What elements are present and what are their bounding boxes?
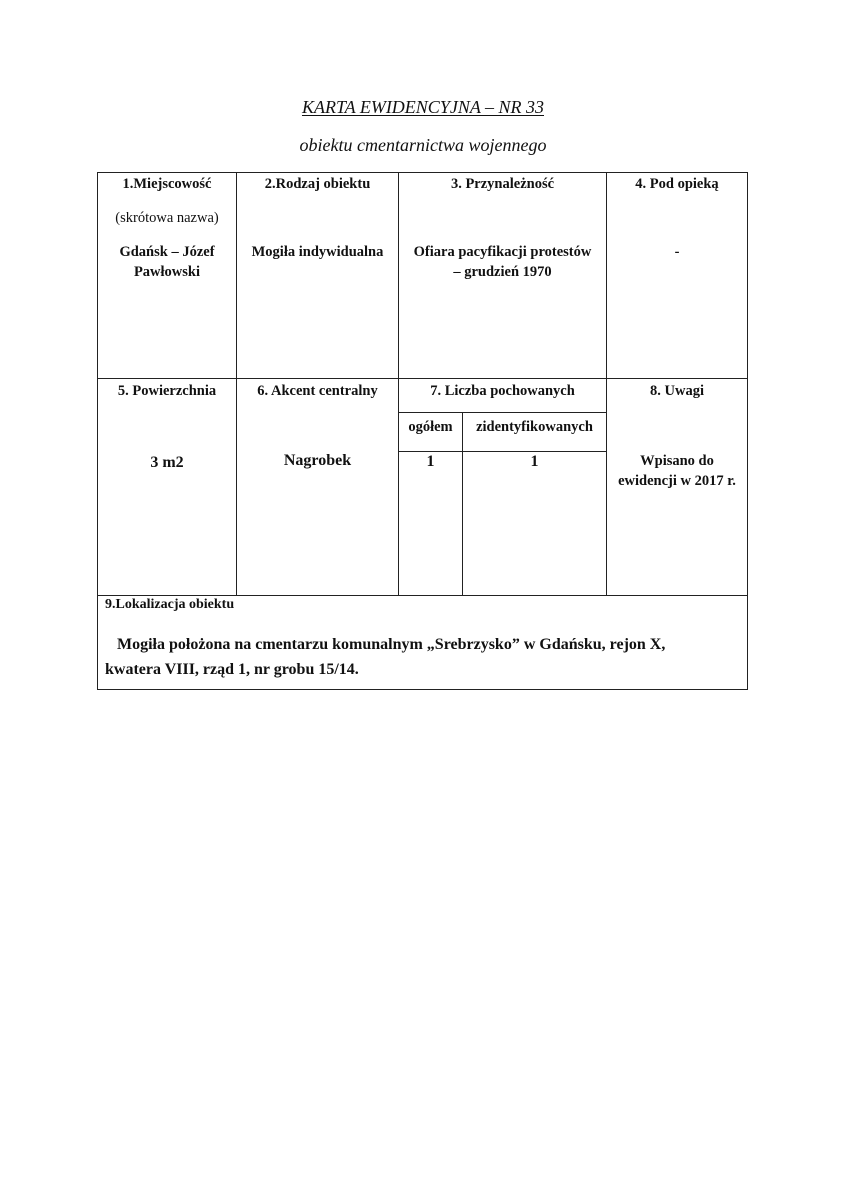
- value-rodzaj-obiektu: Mogiła indywidualna: [251, 244, 384, 260]
- value-pod-opieka: -: [674, 244, 680, 260]
- header-rodzaj-obiektu: 2.Rodzaj obiektu: [264, 176, 371, 192]
- header-ogolem: ogółem: [408, 419, 453, 435]
- value-przynaleznosc-line2: – grudzień 1970: [453, 264, 552, 280]
- page-subtitle: obiektu cmentarnictwa wojennego: [299, 135, 547, 155]
- value-uwagi-line1: Wpisano do: [640, 453, 714, 469]
- table-subheader-divider-top: [398, 412, 606, 413]
- page-title: KARTA EWIDENCYJNA – NR 33: [301, 97, 544, 117]
- table-row-divider: [97, 595, 748, 596]
- header-powierzchnia: 5. Powierzchnia: [117, 383, 217, 399]
- header-uwagi: 8. Uwagi: [650, 383, 704, 399]
- value-miejscowosc-line2: Pawłowski: [133, 264, 201, 280]
- header-przynaleznosc: 3. Przynależność: [450, 176, 555, 192]
- value-akcent-centralny: Nagrobek: [283, 452, 352, 469]
- value-lokalizacja-line1: Mogiła położona na cmentarzu komunalnym „Srebrzysko” w Gdańsku, rejon X,: [117, 636, 666, 653]
- header-lokalizacja: 9.Lokalizacja obiektu: [105, 597, 235, 612]
- value-przynaleznosc-line1: Ofiara pacyfikacji protestów: [413, 244, 592, 260]
- header-zidentyfikowanych: zidentyfikowanych: [476, 419, 593, 435]
- value-ogolem: 1: [426, 453, 435, 470]
- value-lokalizacja-line2: kwatera VIII, rząd 1, nr grobu 15/14.: [105, 661, 359, 678]
- table-border-bottom: [97, 689, 748, 690]
- header-pod-opieka: 4. Pod opieką: [635, 176, 719, 192]
- value-powierzchnia: 3 m2: [150, 454, 184, 471]
- table-row-divider: [97, 378, 748, 379]
- header-miejscowosc: 1.Miejscowość: [122, 176, 212, 192]
- header-akcent-centralny: 6. Akcent centralny: [257, 383, 378, 399]
- value-miejscowosc-line1: Gdańsk – Józef: [119, 244, 215, 260]
- table-subcol-divider: [462, 412, 463, 595]
- value-lokalizacja: [105, 632, 727, 682]
- value-uwagi-line2: ewidencji w 2017 r.: [618, 473, 736, 489]
- header-liczba-pochowanych: 7. Liczba pochowanych: [430, 383, 575, 399]
- header-miejscowosc-note: (skrótowa nazwa): [115, 210, 219, 226]
- value-zidentyfikowanych: 1: [530, 453, 539, 470]
- table-border-top: [97, 172, 748, 173]
- table-border-right: [747, 172, 748, 690]
